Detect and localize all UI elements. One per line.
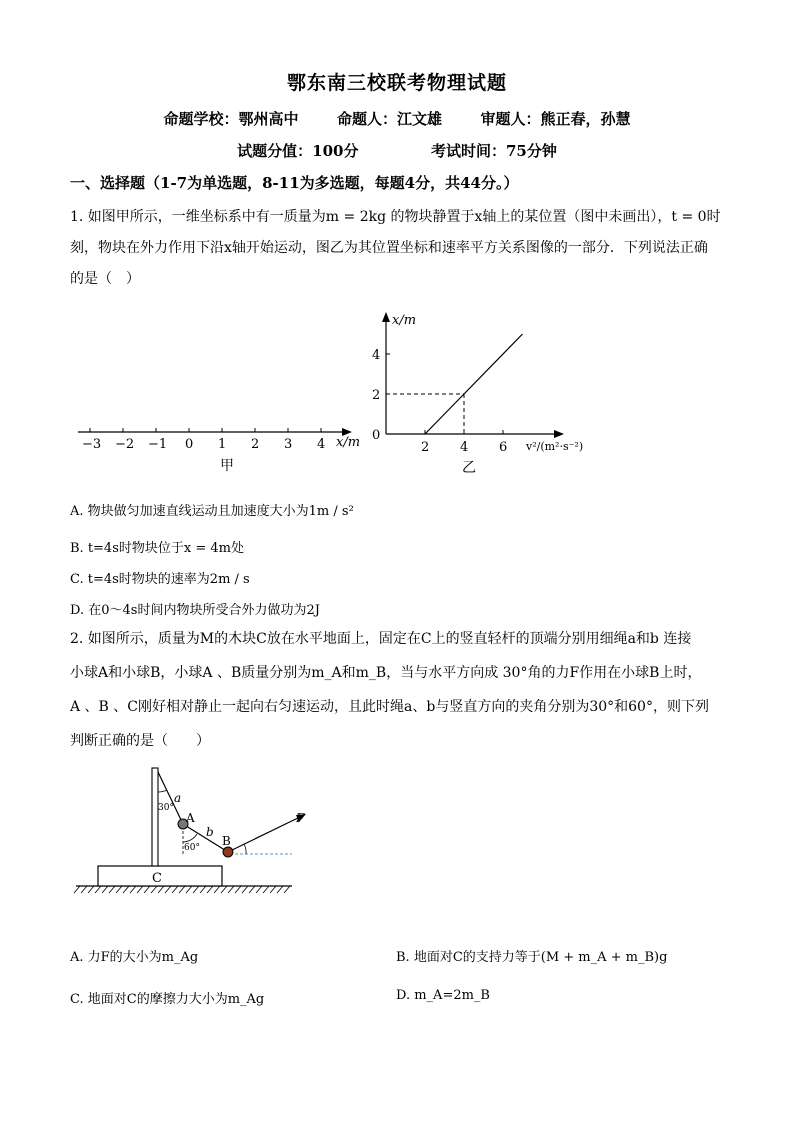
- q1-option-c[interactable]: C. t=4s时物块的速率为2m / s: [70, 572, 250, 587]
- hatch-mark: [81, 886, 87, 893]
- hatch-mark: [179, 886, 185, 893]
- hatch-mark: [270, 886, 276, 893]
- exam-meta-line: [0, 140, 794, 161]
- figure-yi: [340, 308, 610, 478]
- yi-series-line: [425, 334, 523, 434]
- q2-option-b[interactable]: B. 地面对C的支持力等于(M + m_A + m_B)g: [396, 950, 668, 965]
- hatch-mark: [207, 886, 213, 893]
- hatch-mark: [130, 886, 136, 893]
- figure-jia: [70, 418, 370, 478]
- reviewer-label: 审题人：熊正春，孙慧: [480, 110, 631, 128]
- hatch-mark: [193, 886, 199, 893]
- yi-xtick-label: 2: [421, 440, 430, 455]
- yi-ylabel: x/m: [392, 313, 417, 328]
- hatch-mark: [249, 886, 255, 893]
- yi-xtick-label: 4: [460, 440, 469, 455]
- angle-b-label: 60°: [184, 843, 200, 853]
- yi-xlabel: v²/(m²·s⁻²): [526, 440, 584, 453]
- hatch-mark: [74, 886, 80, 893]
- hatch-mark: [235, 886, 241, 893]
- vertical-rod: [152, 768, 158, 866]
- hatch-mark: [242, 886, 248, 893]
- angle-arc-b: [183, 834, 197, 842]
- yi-plot-area: [386, 334, 523, 434]
- q1-stem: [70, 202, 730, 295]
- label-b: b: [206, 825, 214, 839]
- label-ball-b: B: [222, 834, 231, 848]
- q2-figure: [70, 762, 310, 902]
- hatch-mark: [109, 886, 115, 893]
- label-a: a: [174, 791, 182, 805]
- yi-ytick-label: 4: [372, 348, 381, 363]
- q1-option-a[interactable]: A. 物块做匀加速直线运动且加速度大小为1m / s²: [70, 504, 354, 519]
- jia-tick-label: 1: [218, 437, 227, 452]
- hatch-mark: [123, 886, 129, 893]
- q1-line1: 1. 如图甲所示，一维坐标系中有一质量为m = 2kg 的物块静置于x轴上的某位置（图中未画出），t = 0时: [70, 209, 721, 225]
- jia-tick-label: 3: [284, 437, 293, 452]
- hatch-mark: [186, 886, 192, 893]
- yi-xtick-label: 6: [499, 440, 508, 455]
- page-title: 鄂东南三校联考物理试题: [286, 72, 507, 94]
- q2-option-d[interactable]: D. m_A=2m_B: [396, 988, 490, 1003]
- yi-ytick-group: [372, 348, 390, 443]
- jia-caption: 甲: [220, 458, 234, 474]
- q2-option-c[interactable]: C. 地面对C的摩擦力大小为m_Ag: [70, 992, 265, 1007]
- q2-line1: 2. 如图所示，质量为M的木块C放在水平地面上，固定在C上的竖直轻杆的顶端分别用细绳a和b 连接: [70, 631, 692, 647]
- q2-line2: 小球A和小球B，小球A 、B质量分别为m_A和m_B，当与水平方向成 30°角的力F作用在小球B上时，: [70, 665, 702, 681]
- hatch-mark: [165, 886, 171, 893]
- ground-hatch: [74, 886, 290, 893]
- hatch-mark: [228, 886, 234, 893]
- x-arrow-icon: [554, 430, 564, 438]
- jia-tick-label: −3: [82, 437, 102, 452]
- angle-arc-a: [158, 790, 167, 792]
- q1-option-d[interactable]: D. 在0～4s时间内物块所受合外力做功为2J: [70, 603, 320, 618]
- hatch-mark: [102, 886, 108, 893]
- school-label: 命题学校：鄂州高中: [163, 110, 299, 128]
- hatch-mark: [151, 886, 157, 893]
- jia-tick-label: −1: [148, 437, 168, 452]
- hatch-mark: [221, 886, 227, 893]
- hatch-mark: [88, 886, 94, 893]
- jia-tick-label: 4: [317, 437, 326, 452]
- q1-line2: 刻，物块在外力作用下沿x轴开始运动，图乙为其位置坐标和速率平方关系图像的一部分．下列说法正确: [70, 240, 708, 256]
- y-arrow-icon: [382, 312, 390, 322]
- hatch-mark: [214, 886, 220, 893]
- hatch-mark: [277, 886, 283, 893]
- angle-arc-f: [244, 844, 246, 854]
- hatch-mark: [263, 886, 269, 893]
- angle-a-label: 30°: [158, 803, 174, 813]
- q2-stem: [70, 622, 730, 758]
- jia-tick-label: −2: [115, 437, 135, 452]
- section-heading: 一、选择题（1-7为单选题，8-11为多选题，每题4分，共44分。）: [70, 174, 519, 192]
- score-label: 试题分值：100分: [237, 142, 359, 160]
- q1-line3: 的是（ ）: [70, 271, 140, 287]
- time-label: 考试时间：75分钟: [430, 142, 557, 160]
- yi-caption: 乙: [462, 460, 476, 476]
- q1-option-b[interactable]: B. t=4s时物块位于x = 4m处: [70, 541, 244, 556]
- q2-line4: 判断正确的是（ ）: [70, 733, 210, 749]
- jia-axis-label: x/m: [336, 435, 361, 450]
- hatch-mark: [137, 886, 143, 893]
- exam-info-line: [0, 108, 794, 129]
- force-f-line: [228, 816, 302, 852]
- hatch-mark: [95, 886, 101, 893]
- hatch-mark: [172, 886, 178, 893]
- yi-ytick-label: 2: [372, 388, 381, 403]
- hatch-mark: [284, 886, 290, 893]
- jia-tick-label: 0: [185, 437, 194, 452]
- yi-ytick-label: 0: [372, 428, 381, 443]
- label-f: F: [296, 811, 305, 825]
- hatch-mark: [158, 886, 164, 893]
- ball-b: [223, 847, 233, 857]
- author-label: 命题人：江文雄: [336, 110, 442, 128]
- jia-tick-label: 2: [251, 437, 260, 452]
- hatch-mark: [200, 886, 206, 893]
- label-ball-a: A: [186, 811, 195, 825]
- label-c: C: [152, 871, 162, 886]
- hatch-mark: [256, 886, 262, 893]
- hatch-mark: [144, 886, 150, 893]
- q2-line3: A 、B 、C刚好相对静止一起向右匀速运动，且此时绳a、b与竖直方向的夹角分别为30°和60°，则下列: [70, 699, 709, 715]
- q2-option-a[interactable]: A. 力F的大小为m_Ag: [70, 950, 199, 965]
- hatch-mark: [116, 886, 122, 893]
